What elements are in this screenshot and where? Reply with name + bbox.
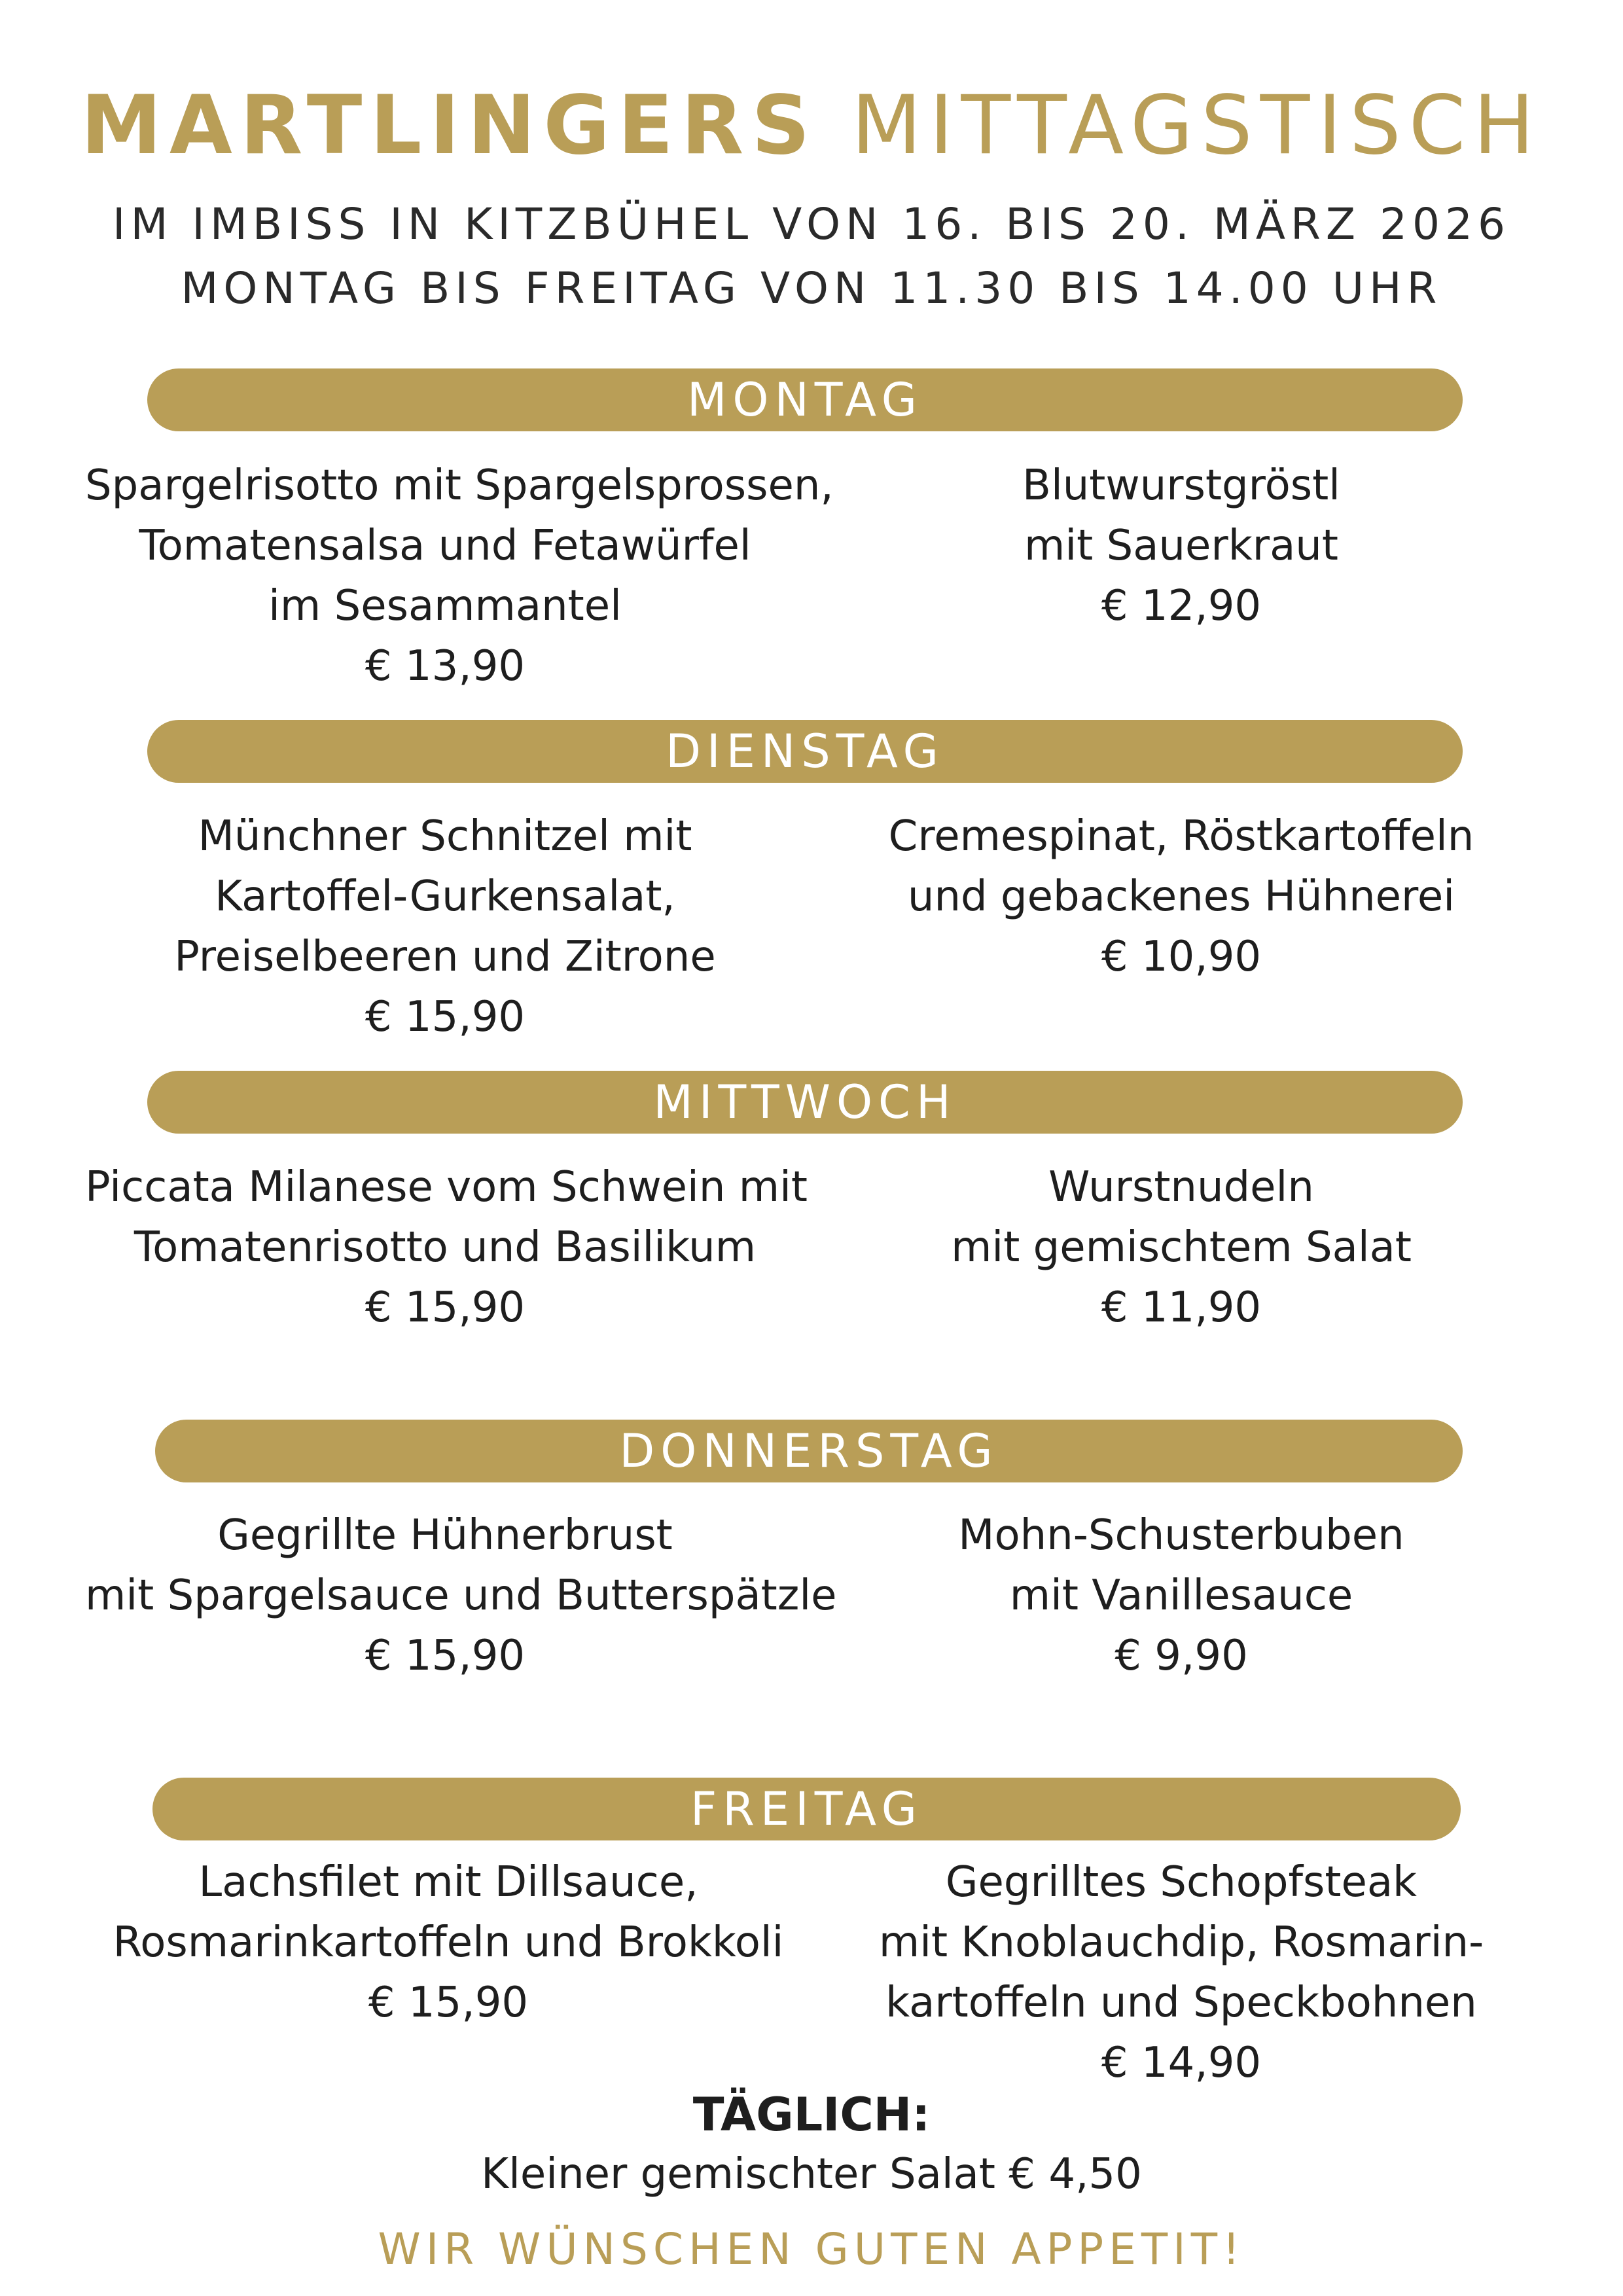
opening-hours-line: MONTAG BIS FREITAG VON 11.30 BIS 14.00 UHR <box>181 263 1442 314</box>
dish-freitag-1 <box>85 1852 812 2033</box>
day-label: DIENSTAG <box>666 725 944 778</box>
dish-price: € 15,90 <box>365 1283 526 1332</box>
dish-price: € 15,90 <box>365 1632 526 1680</box>
dish-montag-2 <box>838 456 1525 636</box>
day-header-montag <box>147 368 1463 431</box>
dish-line: Spargelrisotto mit Spargelsprossen, <box>85 461 834 510</box>
dish-line: Preiselbeeren und Zitrone <box>174 933 716 981</box>
day-label: MONTAG <box>687 373 923 427</box>
dish-donnerstag-2 <box>838 1505 1525 1686</box>
dish-line: mit Vanillesauce <box>1009 1571 1353 1620</box>
dish-line: im Sesammantel <box>268 582 622 630</box>
dish-price: € 9,90 <box>1115 1632 1248 1680</box>
dish-line: Lachsfilet mit Dillsauce, <box>198 1858 698 1907</box>
dish-price: € 13,90 <box>365 642 526 691</box>
day-label: FREITAG <box>690 1782 923 1836</box>
dish-freitag-2 <box>838 1852 1525 2093</box>
title-subject: MITTAGSTISCH <box>851 79 1543 173</box>
dish-price: € 12,90 <box>1101 582 1262 630</box>
day-header-mittwoch <box>147 1071 1463 1134</box>
dish-line: Gegrillte Hühnerbrust <box>217 1511 673 1560</box>
dish-line: mit Knoblauchdip, Rosmarin- <box>878 1918 1484 1967</box>
location-date-line: IM IMBISS IN KITZBÜHEL VON 16. BIS 20. MÄRZ 2026 <box>113 199 1510 249</box>
dish-line: und gebackenes Hühnerei <box>907 872 1455 921</box>
dish-price: € 11,90 <box>1101 1283 1262 1332</box>
closing-message: WIR WÜNSCHEN GUTEN APPETIT! <box>378 2224 1245 2274</box>
dish-line: Mohn-Schusterbuben <box>958 1511 1404 1560</box>
dish-line: Piccata Milanese vom Schwein mit <box>85 1163 808 1211</box>
dish-price: € 10,90 <box>1101 933 1262 981</box>
day-header-donnerstag <box>155 1420 1463 1482</box>
day-header-freitag <box>152 1778 1461 1840</box>
day-label: DONNERSTAG <box>619 1424 999 1478</box>
title-brand: MARTLINGERS <box>80 79 818 173</box>
daily-offer: Kleiner gemischter Salat € 4,50 <box>481 2150 1142 2198</box>
dish-line: Münchner Schnitzel mit <box>198 812 692 861</box>
dish-line: Gegrilltes Schopfsteak <box>945 1858 1418 1907</box>
dish-line: mit gemischtem Salat <box>951 1223 1412 1272</box>
dish-line: Rosmarinkartoffeln und Brokkoli <box>113 1918 784 1967</box>
dish-montag-1 <box>85 456 834 696</box>
dish-line: Cremespinat, Röstkartoffeln <box>888 812 1474 861</box>
dish-donnerstag-1 <box>85 1505 837 1686</box>
day-label: MITTWOCH <box>653 1075 957 1129</box>
dish-line: Tomatensalsa und Fetawürfel <box>139 522 751 570</box>
daily-heading: TÄGLICH: <box>692 2088 931 2142</box>
dish-line: Blutwurstgröstl <box>1022 461 1340 510</box>
dish-line: Wurstnudeln <box>1048 1163 1314 1211</box>
dish-dienstag-1 <box>85 806 805 1047</box>
dish-line: mit Sauerkraut <box>1024 522 1338 570</box>
menu-title <box>0 79 1623 173</box>
dish-line: mit Spargelsauce und Butterspätzle <box>85 1571 837 1620</box>
dish-line: Kartoffel-Gurkensalat, <box>215 872 675 921</box>
dish-mittwoch-2 <box>838 1157 1525 1338</box>
dish-price: € 14,90 <box>1101 2039 1262 2087</box>
dish-mittwoch-1 <box>85 1157 808 1338</box>
dish-dienstag-2 <box>838 806 1525 987</box>
dish-line: kartoffeln und Speckbohnen <box>885 1979 1477 2027</box>
dish-line: Tomatenrisotto und Basilikum <box>134 1223 757 1272</box>
day-header-dienstag <box>147 720 1463 783</box>
dish-price: € 15,90 <box>368 1979 529 2027</box>
dish-price: € 15,90 <box>365 993 526 1041</box>
